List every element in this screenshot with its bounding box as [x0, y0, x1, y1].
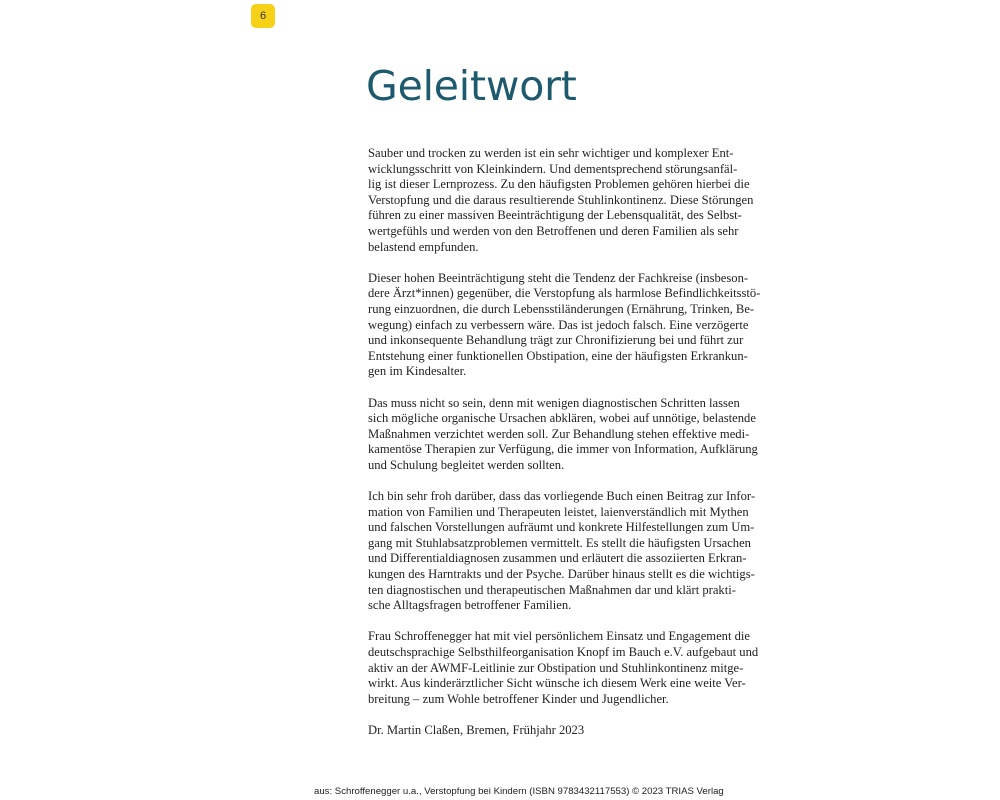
text-line: Das muss nicht so sein, denn mit wenigen diagnostischen Schritten lassen: [368, 395, 740, 410]
text-line: belastend empfunden.: [368, 239, 479, 254]
text-line: mation von Familien und Therapeuten leistet, laienverständlich mit Mythen: [368, 504, 749, 519]
page-number-badge: [251, 4, 275, 28]
text-line: Dieser hohen Beeinträchtigung steht die Tendenz der Fachkreise (insbeson-: [368, 270, 749, 285]
text-line: ten diagnostischen und therapeutischen Maßnahmen dar und klärt prakti-: [368, 582, 736, 597]
text-line: wicklungsschritt von Kleinkindern. Und dementsprechend störungsanfäl-: [368, 161, 738, 176]
text-line: wertgefühls und werden von den Betroffenen und deren Familien als sehr: [368, 223, 739, 238]
paragraph-2: [368, 271, 768, 380]
text-line: Entstehung einer funktionellen Obstipation, eine der häufigsten Erkrankun-: [368, 348, 748, 363]
text-line: wegung) einfach zu verbessern wäre. Das ist jedoch falsch. Eine verzögerte: [368, 317, 749, 332]
text-line: und Differentialdiagnosen zusammen und erläutert die assoziierten Erkran-: [368, 551, 747, 566]
text-line: Frau Schroffenegger hat mit viel persönlichem Einsatz und Engagement die: [368, 629, 751, 644]
paragraph-3: [368, 396, 768, 474]
signature: Dr. Martin Claßen, Bremen, Frühjahr 2023: [368, 722, 585, 737]
text-line: deutschsprachige Selbsthilfeorganisation Knopf im Bauch e.V. aufgebaut und: [368, 645, 759, 659]
text-line: führen zu einer massiven Beeinträchtigung der Lebensqualität, des Selbst-: [368, 208, 742, 223]
page-number: 6: [259, 10, 267, 22]
text-line: Maßnahmen verzichtet werden soll. Zur Behandlung stehen effektive medi-: [368, 426, 750, 441]
source-footer: aus: Schroffenegger u.a., Verstopfung bei Kindern (ISBN 9783432117553) © 2023 TRIAS Verlag: [314, 786, 724, 797]
text-line: dere Ärzt*innen) gegenüber, die Verstopfung als harmlose Befindlichkeitsstö-: [368, 286, 761, 301]
text-line: breitung – zum Wohle betroffener Kinder und Jugendlicher.: [368, 691, 669, 706]
text-line: gen im Kindesalter.: [368, 364, 467, 379]
text-line: aktiv an der AWMF-Leitlinie zur Obstipation und Stuhlinkontinenz mitge-: [368, 660, 744, 675]
foreword-body: [368, 146, 768, 739]
page-title: Geleitwort: [366, 62, 577, 110]
text-line: gang mit Stuhlabsatzproblemen vermittelt. Es stellt die häufigsten Ursachen: [368, 535, 751, 550]
text-line: lig ist dieser Lernprozess. Zu den häufigsten Problemen gehören hierbei die: [368, 177, 750, 192]
text-line: sich mögliche organische Ursachen abklären, wobei auf unnötige, belastende: [368, 411, 756, 426]
text-line: Sauber und trocken zu werden ist ein sehr wichtiger und komplexer Ent-: [368, 146, 734, 160]
text-line: sche Alltagsfragen betroffener Familien.: [368, 598, 572, 613]
paragraph-1: [368, 146, 768, 255]
text-line: kungen des Harntrakts und der Psyche. Darüber hinaus stellt es die wichtigs-: [368, 567, 755, 582]
paragraph-4: [368, 489, 768, 614]
text-line: rung einzuordnen, die durch Lebensstiländerungen (Ernährung, Trinken, Be-: [368, 301, 755, 316]
text-line: Ich bin sehr froh darüber, dass das vorliegende Buch einen Beitrag zur Infor-: [368, 489, 756, 504]
text-line: Verstopfung und die daraus resultierende Stuhlinkontinenz. Diese Störungen: [368, 192, 754, 207]
text-line: kamentöse Therapien zur Verfügung, die immer von Information, Aufklärung: [368, 442, 758, 457]
text-line: und inkonsequente Behandlung trägt zur Chronifizierung bei und führt zur: [368, 333, 744, 348]
text-line: und Schulung begleitet werden sollten.: [368, 457, 565, 472]
text-line: wirkt. Aus kinderärztlicher Sicht wünsche ich diesem Werk eine weite Ver-: [368, 676, 746, 691]
text-line: und falschen Vorstellungen aufräumt und konkrete Hilfestellungen zum Um-: [368, 520, 755, 535]
paragraph-5: [368, 629, 768, 707]
